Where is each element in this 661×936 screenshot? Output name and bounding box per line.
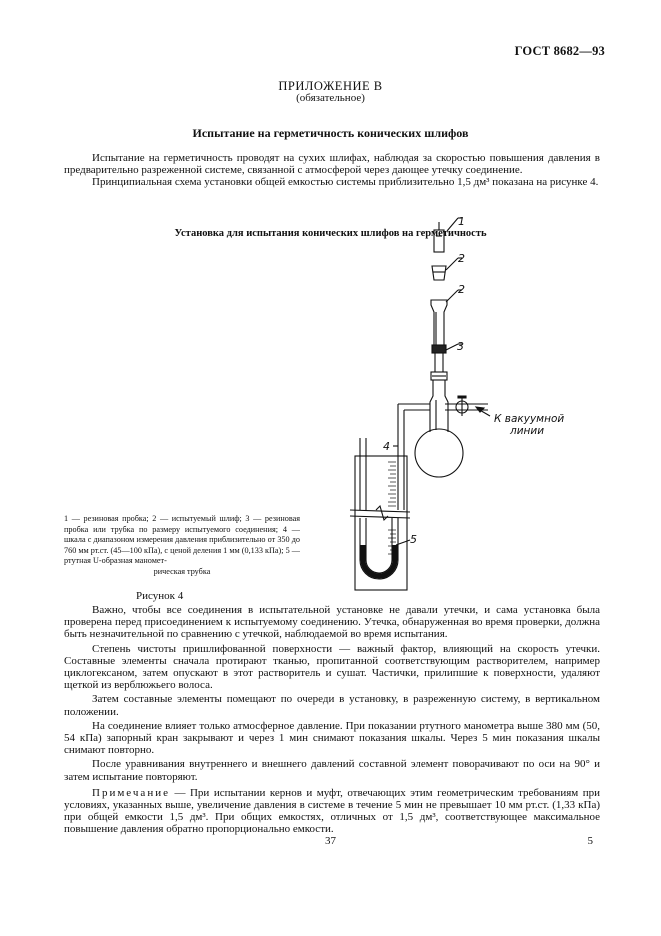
page-number-right: 5 [587,835,593,847]
figure-title: Установка для испытания конических шлифов на герметичность [174,228,487,239]
note-text: — При испытании кернов и муфт, отвечающих этим геометрическим требованиям при условиях, указанных выше, увеличение давления в системе в течение 5 мин не превышает 10 мм рт.ст. (1,33 кПа) при общей емкости 1,5 дм³. При общих емкостях, отличных от 1,5 дм³, соответствующее максимальное повышение давления обратно пропорционально емкости. [64,786,600,836]
vacuum-label-line2: линии [510,425,545,437]
body-paragraph: На соединение влияет только атмосферное давление. При показании ртутного манометра выше 380 мм (50, 54 кПа) запорный кран закрывают и через 1 мин снимают показания шкалы. Через 5 мин показания шкалы снимают повторно. [64,719,600,757]
flask [415,429,463,477]
note-label: Примечание [92,786,170,799]
body-paragraph: После уравнивания внутреннего и внешнего давлений составной элемент поворачивают по оси на 90° и затем испытание повторяют. [64,758,600,783]
label-2b: 2 [458,283,465,296]
standard-header: ГОСТ 8682—93 [514,44,605,58]
figure-caption: Рисунок 4 [136,590,184,602]
body-paragraph: Затем составные элементы помещают по очереди в установку, в разреженную систему, в вертикальном положении. [64,693,600,718]
body-text [64,604,600,836]
rubber-tube-band [432,345,446,353]
label-1: 1 [458,215,465,228]
intro-paragraph: Принципиальная схема установки общей емкостью системы приблизительно 1,5 дм³ показана на рисунке 4. [92,176,599,189]
appendix-subtitle: (обязательное) [296,92,365,104]
body-paragraph: Важно, чтобы все соединения в испытательной установке не давали утечки, и сама установка была проверена перед присоединением к испытуемому соединению. Утечка, обнаруженная во время проверки, должна быть незначительной по сравнению с утечкой, наблюдаемой во время испытания. [64,604,600,641]
figure-legend [64,514,300,578]
legend-text-last: рическая трубка [153,566,211,576]
label-3: 3 [457,340,464,353]
body-paragraph: Степень чистоты пришлифованной поверхности — важный фактор, влияющий на скорость утечки. Составные элементы сначала протирают тканью, пропитанной соответствующим растворителем, например циклогексаном, затем опускают в этот растворитель и сушат. Частички, прилипшие к поверхности, удаляют щеткой из верблюжьего волоса. [64,642,600,692]
intro-paragraph: Испытание на герметичность проводят на сухих шлифах, наблюдая за скоростью повышения давления в предварительно разреженной системе, связанной с атмосферой через дающее утечку соединение. [64,152,600,177]
label-2: 2 [458,252,465,265]
label-4: 4 [383,440,390,453]
page-number-center: 37 [325,835,336,847]
appendix-title: ПРИЛОЖЕНИЕ В [278,79,383,93]
legend-text: 1 — резиновая пробка; 2 — испытуемый шлиф; 3 — резиновая пробка или трубка по размеру испытуемого соединения; 4 — шкала с диапазоном измерения давления приблизительно от 350 до 760 мм рт.ст. (45—100 кПа), с ценой деления 1 мм (0,133 кПа); 5 — ртутная U-образная маномет- [64,514,300,566]
vacuum-label-line1: К вакуумной [494,413,565,425]
ground-joint-top [432,266,446,280]
note-paragraph [64,787,600,836]
rubber-stopper-top [434,230,444,252]
label-5: 5 [410,533,417,546]
tested-joint [431,300,447,348]
section-title: Испытание на герметичность конических шлифов [192,126,469,140]
